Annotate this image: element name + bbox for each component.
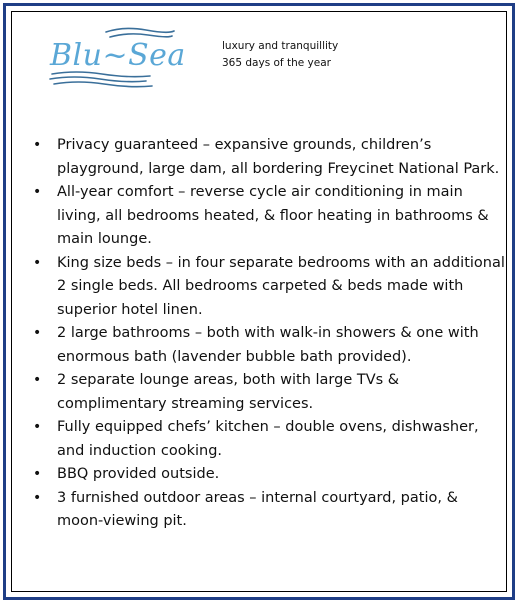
feature-list xyxy=(33,134,505,534)
bullet-icon: • xyxy=(33,466,42,482)
list-item xyxy=(33,416,505,463)
feature-text: Fully equipped chefs’ kitchen – double ovens, dishwasher, and induction cooking. xyxy=(57,419,479,459)
list-item xyxy=(33,181,505,252)
bullet-icon: • xyxy=(33,489,42,506)
feature-text: Privacy guaranteed – expansive grounds, children’s playground, large dam, all bordering Freycinet National Park. xyxy=(57,137,500,177)
list-item xyxy=(33,322,505,369)
bullet-icon: • xyxy=(33,325,42,341)
list-item xyxy=(33,369,505,416)
feature-text: All-year comfort – reverse cycle air conditioning in main living, all bedrooms heated, & floor heating in bathrooms & main lounge. xyxy=(57,184,489,247)
list-item xyxy=(33,134,505,181)
list-item xyxy=(33,463,505,487)
feature-text: King size beds – in four separate bedrooms with an additional 2 single beds. All bedrooms carpeted & beds made with superior hotel linen. xyxy=(57,254,505,318)
feature-text: BBQ provided outside. xyxy=(57,466,220,482)
bullet-icon: • xyxy=(33,372,42,388)
feature-text: 2 separate lounge areas, both with large TVs & complimentary streaming services. xyxy=(57,372,400,412)
bullet-icon: • xyxy=(33,254,42,271)
tagline-line-1: luxury and tranquillity xyxy=(222,40,339,52)
logo-wordmark: Blu~Sea xyxy=(50,38,186,73)
blu-sea-logo xyxy=(46,24,186,94)
feature-text: 2 large bathrooms – both with walk-in showers & one with enormous bath (lavender bubble bath provided). xyxy=(57,325,479,365)
tagline-line-2: 365 days of the year xyxy=(222,57,331,69)
list-item xyxy=(33,252,505,323)
tagline xyxy=(222,38,338,72)
list-item xyxy=(33,487,505,534)
bullet-icon: • xyxy=(33,419,42,435)
bullet-icon: • xyxy=(33,137,42,153)
bullet-icon: • xyxy=(33,184,42,200)
feature-text: 3 furnished outdoor areas – internal courtyard, patio, & moon-viewing pit. xyxy=(57,489,458,529)
